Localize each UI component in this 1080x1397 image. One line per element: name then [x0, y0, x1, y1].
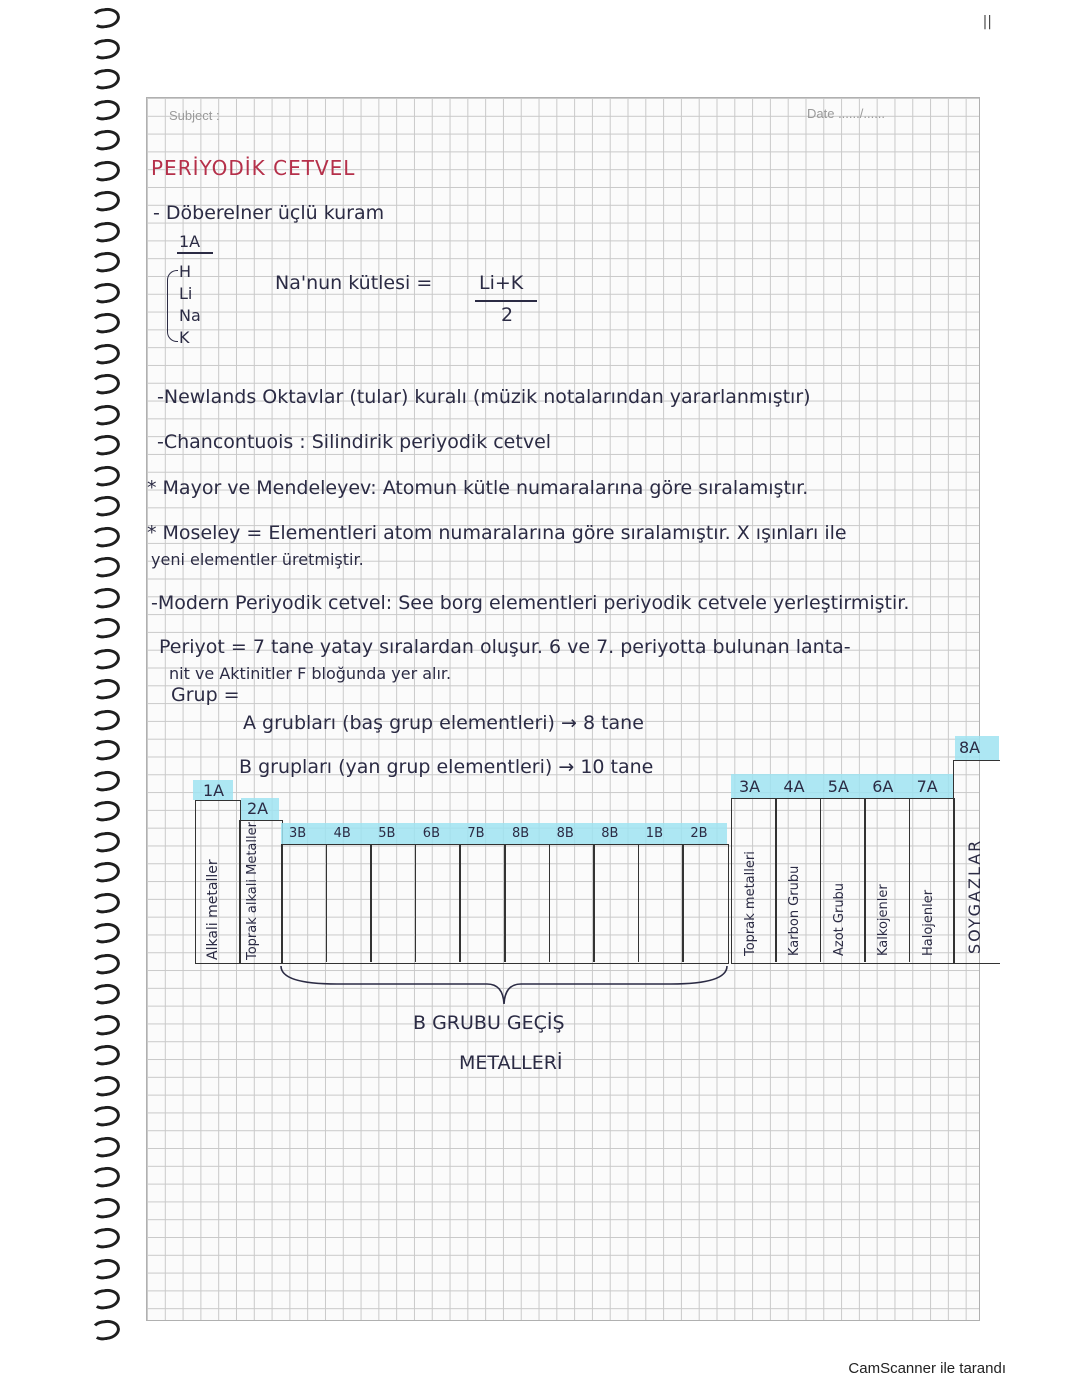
p-group-label: 4A — [783, 777, 805, 796]
b-group-divider — [682, 844, 684, 962]
spiral-ring — [91, 464, 122, 488]
p-group-divider — [864, 798, 866, 962]
newlands-line: -Newlands Oktavlar (tular) kuralı (müzik notalarından yararlanmıştır) — [157, 386, 811, 408]
spiral-ring — [91, 1043, 122, 1067]
b-group-label: 5B — [378, 826, 396, 841]
b-group-label: 7B — [467, 826, 485, 841]
b-group-divider — [638, 844, 640, 962]
b-group-label: 8B — [512, 826, 530, 841]
b-group-divider — [326, 844, 328, 962]
fraction-denominator: 2 — [501, 304, 514, 326]
p-group-column-label: Azot Grubu — [831, 882, 847, 956]
p-group-label: 6A — [872, 777, 894, 796]
spiral-ring — [91, 616, 122, 640]
spiral-ring — [91, 250, 122, 274]
group-2a-label: 2A — [247, 799, 269, 818]
b-group-label: 8B — [556, 826, 574, 841]
dobereiner-line: - Döberelner üçlü kuram — [153, 202, 385, 224]
b-group-divider — [504, 844, 506, 962]
noble-gases-label: SOYGAZLAR — [965, 838, 984, 954]
spiral-ring — [91, 555, 122, 579]
spiral-ring — [91, 677, 122, 701]
a-groups-note: A grubları (baş grup elementleri) → 8 tane — [243, 712, 644, 734]
period-line: Periyot = 7 tane yatay sıralardan oluşur. 6 ve 7. periyotta bulunan lanta- — [159, 636, 851, 658]
spiral-ring — [91, 1287, 122, 1311]
p-group-divider — [775, 798, 777, 962]
spiral-ring — [91, 1165, 122, 1189]
alkali-metals-label: Alkali metaller — [205, 859, 221, 960]
spiral-ring — [91, 1257, 122, 1281]
mendeleyev-line: * Mayor ve Mendeleyev: Atomun kütle numaralarına göre sıralamıştır. — [147, 477, 809, 499]
spiral-ring — [91, 311, 122, 335]
spiral-ring — [91, 799, 122, 823]
moseley-line: * Moseley = Elementleri atom numaralarına göre sıralamıştır. X ışınları ile — [147, 522, 847, 544]
spiral-ring — [91, 708, 122, 732]
spiral-ring — [91, 769, 122, 793]
spiral-ring — [91, 952, 122, 976]
spiral-ring — [91, 1318, 122, 1342]
spiral-ring — [91, 982, 122, 1006]
group-label: Grup = — [171, 684, 240, 706]
page-title: PERİYODİK CETVEL — [151, 156, 356, 180]
spiral-ring — [91, 921, 122, 945]
spiral-ring — [91, 1104, 122, 1128]
b-group-label: 8B — [601, 826, 619, 841]
transition-title-1: B GRUBU GEÇİŞ — [413, 1012, 565, 1034]
spiral-ring — [91, 67, 122, 91]
b-group-divider — [459, 844, 461, 962]
fraction-bar — [475, 300, 537, 302]
dobereiner-group: 1A — [179, 232, 201, 251]
spiral-ring — [91, 159, 122, 183]
b-group-label: 4B — [333, 826, 351, 841]
transition-brace — [277, 964, 731, 1008]
spiral-ring — [91, 189, 122, 213]
element-h: H — [179, 262, 192, 281]
modern-table-line: -Modern Periyodik cetvel: See borg elementleri periyodik cetvele yerleştirmiştir. — [151, 592, 910, 614]
p-group-column-label: Kalkojenler — [876, 884, 892, 956]
spiral-ring — [91, 1226, 122, 1250]
date-label: Date ....../...... — [807, 106, 886, 121]
b-group-divider — [549, 844, 551, 962]
spiral-ring — [91, 1074, 122, 1098]
spiral-ring — [91, 403, 122, 427]
alkaline-earth-label: Toprak alkali Metaller — [245, 822, 260, 960]
b-group-label: 3B — [289, 826, 307, 841]
spiral-ring — [91, 586, 122, 610]
p-group-divider — [820, 798, 822, 962]
spiral-ring — [91, 891, 122, 915]
spiral-binding — [0, 0, 140, 1397]
spiral-ring — [91, 1135, 122, 1159]
transition-title-2: METALLERİ — [459, 1052, 563, 1074]
spiral-ring — [91, 860, 122, 884]
spiral-ring — [91, 433, 122, 457]
triad-brace — [167, 270, 178, 342]
spiral-ring — [91, 738, 122, 762]
spiral-ring — [91, 494, 122, 518]
fraction-numerator: Li+K — [479, 272, 524, 294]
element-li: Li — [179, 284, 193, 303]
group-8a-label: 8A — [959, 738, 981, 757]
moseley-line-2: yeni elementler üretmiştir. — [151, 550, 364, 569]
b-group-label: 1B — [645, 826, 663, 841]
group-underline — [177, 252, 213, 254]
subject-label: Subject : — [169, 108, 220, 123]
b-group-label: 2B — [690, 826, 708, 841]
b-group-label: 6B — [422, 826, 440, 841]
p-group-label: 7A — [916, 777, 938, 796]
b-group-divider — [370, 844, 372, 962]
scanner-footer: CamScanner ile tarandı — [848, 1360, 1006, 1377]
corner-mark: || — [982, 14, 992, 30]
spiral-ring — [91, 647, 122, 671]
p-group-column-label: Halojenler — [920, 889, 936, 956]
p-group-label: 3A — [739, 777, 761, 796]
spiral-ring — [91, 525, 122, 549]
spiral-ring — [91, 1013, 122, 1037]
mass-label: Na'nun kütlesi = — [275, 272, 433, 294]
p-group-column-label: Toprak metalleri — [743, 851, 758, 956]
b-groups-note: B grupları (yan grup elementleri) → 10 tane — [239, 756, 654, 778]
spiral-ring — [91, 6, 122, 30]
spiral-ring — [91, 830, 122, 854]
spiral-ring — [91, 128, 122, 152]
b-group-divider — [415, 844, 417, 962]
spiral-ring — [91, 372, 122, 396]
spiral-ring — [91, 220, 122, 244]
b-group-divider — [593, 844, 595, 962]
p-group-divider — [909, 798, 911, 962]
p-group-label: 5A — [827, 777, 849, 796]
p-group-column-label: Karbon Grubu — [787, 865, 803, 956]
spiral-ring — [91, 98, 122, 122]
chancourtois-line: -Chancontuois : Silindirik periyodik cetvel — [157, 431, 552, 453]
grid-notebook-sheet — [146, 97, 984, 1321]
spiral-ring — [91, 1196, 122, 1220]
spiral-ring — [91, 281, 122, 305]
spiral-ring — [91, 342, 122, 366]
spiral-ring — [91, 37, 122, 61]
element-k: K — [179, 328, 190, 347]
group-1a-label: 1A — [203, 781, 225, 800]
lanthanide-line: nit ve Aktinitler F bloğunda yer alır. — [169, 664, 452, 683]
element-na: Na — [179, 306, 201, 325]
